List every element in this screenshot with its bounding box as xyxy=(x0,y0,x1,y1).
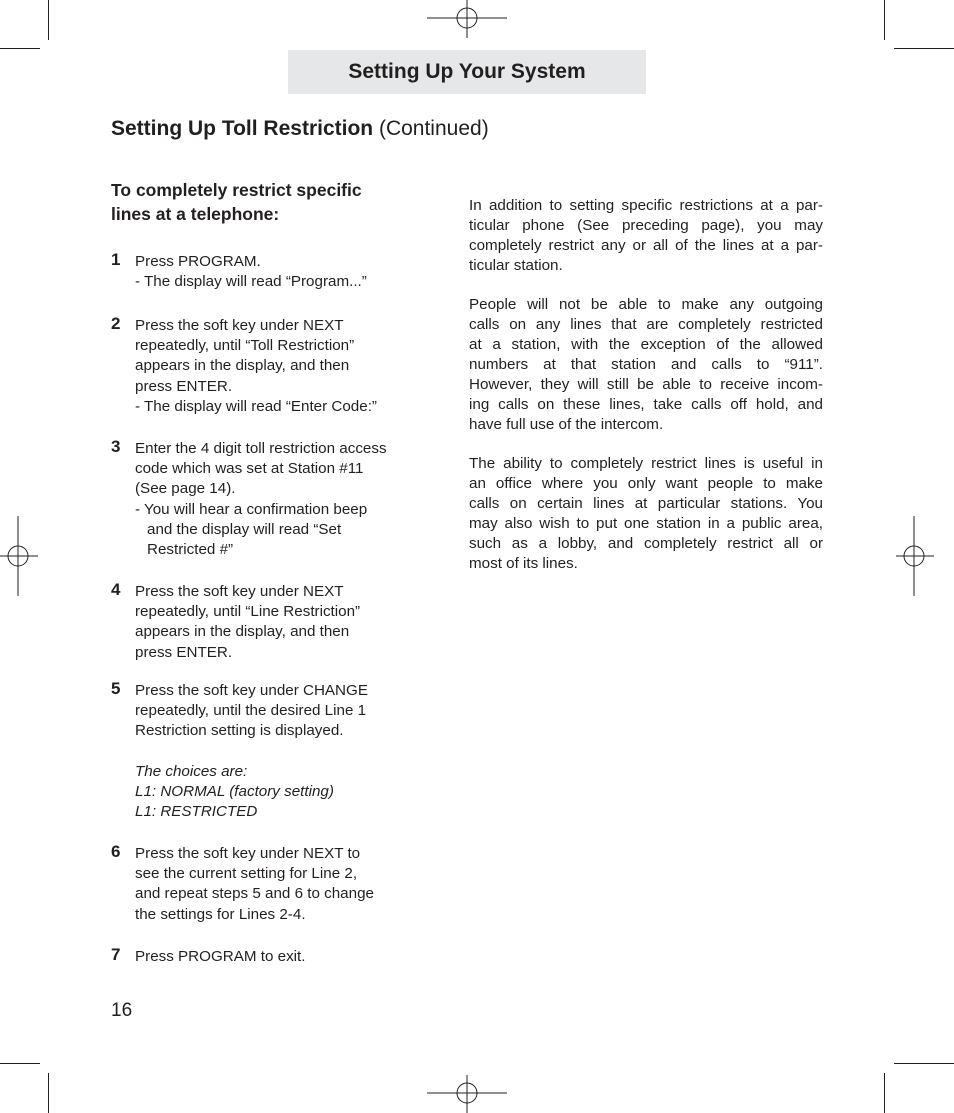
step-number: 3 xyxy=(111,437,121,456)
step-number: 7 xyxy=(111,945,121,964)
paragraph-line: such as a lobby, and completely restrict all or xyxy=(469,535,823,552)
body-paragraph xyxy=(469,454,823,574)
section-title xyxy=(111,117,489,141)
paragraph-line: numbers at that station and calls to “911”. xyxy=(469,356,823,373)
crop-mark-tl-h xyxy=(0,48,40,49)
paragraph-line: In addition to setting specific restrictions at a par- xyxy=(469,197,823,214)
step-text: Press the soft key under CHANGE xyxy=(135,682,368,699)
crop-mark-tr-h xyxy=(894,48,954,49)
body-paragraph xyxy=(469,196,823,276)
page-number: 16 xyxy=(111,1000,133,1021)
step-note: - You will hear a confirmation beep xyxy=(135,500,368,518)
step-text: press ENTER. xyxy=(135,377,233,395)
step-text: press ENTER. xyxy=(135,643,233,661)
step-4 xyxy=(111,582,421,663)
step-text: (See page 14). xyxy=(135,480,236,498)
step-text: code which was set at Station #11 xyxy=(135,460,364,478)
procedure-heading-line: To completely restrict specific xyxy=(111,180,362,200)
step-text: Press PROGRAM. xyxy=(135,253,261,270)
paragraph-line: at a station, with the exception of the allowed xyxy=(469,336,823,353)
step-note: - The display will read “Enter Code:” xyxy=(135,397,377,415)
section-title-suffix: (Continued) xyxy=(373,117,489,140)
paragraph-line: The ability to completely restrict lines is useful in xyxy=(469,455,823,472)
step-text: see the current setting for Line 2, xyxy=(135,865,358,883)
step-number: 2 xyxy=(111,314,121,333)
choice-option: L1: NORMAL (factory setting) xyxy=(135,782,334,800)
paragraph-line: an office where you only want people to make xyxy=(469,475,823,492)
step-number: 5 xyxy=(111,679,121,698)
registration-mark-left-icon xyxy=(0,516,40,596)
procedure-heading xyxy=(111,178,421,226)
step-text: repeatedly, until the desired Line 1 xyxy=(135,702,367,720)
choices-label: The choices are: xyxy=(135,762,248,780)
step-text: the settings for Lines 2-4. xyxy=(135,905,306,923)
step-2 xyxy=(111,316,421,417)
step-text: Press the soft key under NEXT xyxy=(135,583,344,600)
step-text: Press PROGRAM to exit. xyxy=(135,948,306,965)
paragraph-line: ticular phone (See preceding page), you may xyxy=(469,217,823,234)
step-note: - The display will read “Program...” xyxy=(135,273,367,291)
step-5 xyxy=(111,681,421,822)
crop-mark-tr-v xyxy=(884,0,885,40)
step-text: appears in the display, and then xyxy=(135,357,350,375)
paragraph-line: People will not be able to make any outgoing xyxy=(469,296,823,313)
crop-mark-br-h xyxy=(894,1063,954,1064)
registration-mark-top-icon xyxy=(427,0,507,40)
paragraph-line: most of its lines. xyxy=(469,555,578,572)
step-3 xyxy=(111,439,421,560)
paragraph-line: calls on any lines that are completely restricted xyxy=(469,316,823,333)
step-text: Press the soft key under NEXT xyxy=(135,317,344,334)
paragraph-line: However, they will still be able to receive incom- xyxy=(469,376,823,393)
paragraph-line: ing calls on these lines, take calls off hold, and xyxy=(469,396,823,413)
body-paragraph xyxy=(469,295,823,435)
crop-mark-bl-h xyxy=(0,1063,40,1064)
step-text: Restriction setting is displayed. xyxy=(135,722,344,740)
step-6 xyxy=(111,844,421,925)
paragraph-line: completely restrict any or all of the lines at a par- xyxy=(469,237,823,254)
step-text: and repeat steps 5 and 6 to change xyxy=(135,885,374,903)
choice-option: L1: RESTRICTED xyxy=(135,803,258,821)
step-text: Press the soft key under NEXT to xyxy=(135,845,361,862)
step-text: Enter the 4 digit toll restriction access xyxy=(135,440,387,457)
procedure-heading-line: lines at a telephone: xyxy=(111,204,280,224)
paragraph-line: have full use of the intercom. xyxy=(469,416,664,433)
step-7 xyxy=(111,947,421,967)
step-1 xyxy=(111,252,421,292)
crop-mark-tl-v xyxy=(48,0,49,40)
step-number: 4 xyxy=(111,580,121,599)
step-note: and the display will read “Set xyxy=(147,520,342,538)
step-text: repeatedly, until “Toll Restriction” xyxy=(135,337,355,355)
chapter-header xyxy=(288,50,646,94)
crop-mark-bl-v xyxy=(48,1073,49,1113)
paragraph-line: ticular station. xyxy=(469,257,563,274)
crop-mark-br-v xyxy=(884,1073,885,1113)
paragraph-line: may also wish to put one station in a public area, xyxy=(469,515,823,532)
chapter-title: Setting Up Your System xyxy=(348,60,586,83)
section-title-bold: Setting Up Toll Restriction xyxy=(111,117,374,140)
step-text: repeatedly, until “Line Restriction” xyxy=(135,603,361,621)
registration-mark-right-icon xyxy=(894,516,934,596)
step-note: Restricted #” xyxy=(147,541,234,559)
step-number: 1 xyxy=(111,250,121,269)
step-text: appears in the display, and then xyxy=(135,623,350,641)
paragraph-line: calls on certain lines at particular stations. You xyxy=(469,495,823,512)
registration-mark-bottom-icon xyxy=(427,1073,507,1113)
step-number: 6 xyxy=(111,842,121,861)
